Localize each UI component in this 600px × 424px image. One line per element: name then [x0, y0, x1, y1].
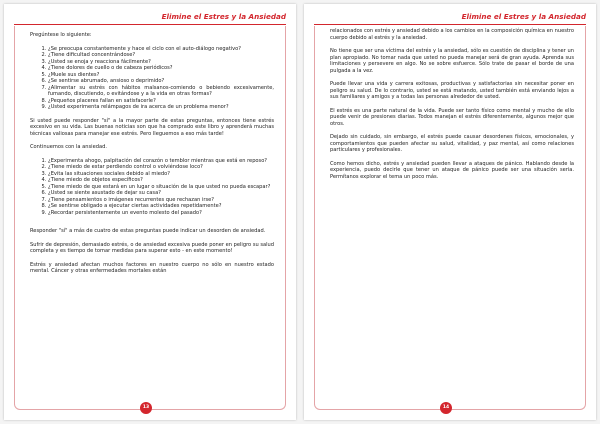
list-item: 1. ¿Se preocupa constantemente y hace el ciclo con el auto-diálogo negativo? [48, 46, 274, 53]
list-item: 9. ¿Usted experimenta relámpagos de ira acerca de un problema menor? [48, 104, 274, 111]
list-item: 1. ¿Experimenta ahogo, palpitación del corazón o temblor mientras que está en reposo? [48, 158, 274, 165]
paragraph: No tiene que ser una víctima del estrés y la ansiedad, sólo es cuestión de disciplina y tener un plan apropiado. No tomar nada que usted no pueda manejar será de gran ayuda. Aprenda sus limitaciones y persevere en algo. No se sobre esfuerce. Sólo trate de pasar el borde de una pulgada a la vez. [330, 48, 574, 74]
list-item: 2. ¿Tiene dificultad concentrándose? [48, 52, 274, 59]
list-item: 6. ¿Se sentirse abrumado, ansioso o deprimido? [48, 78, 274, 85]
paragraph: Si usted puede responder "sí" a la mayor parte de estas preguntas, entonces tiene estrés excesivo en su vida. Las buenas noticias son que ha comprado este libro y aprenderá muchas técnicas valiosas para manejar ese estrés. Pero lleguemos a eso más tarde! [30, 117, 274, 137]
list-item: 5. ¿Tiene miedo de que estará en un lugar o situación de la que usted no pueda escapar? [48, 184, 274, 191]
paragraph: Puede llevar una vida y carrera exitosas, productivas y satisfactorias sin necesitar poner en peligro su salud. De lo contrario, usted se está matando, usted también está enviando lejos a sus familiares y amigos y a todas las personas alrededor de usted. [330, 81, 574, 100]
page-number: 13 [140, 402, 152, 414]
intro-text: Pregúntese lo siguiente: [30, 32, 92, 38]
list-item: 8. ¿Pequeños placeres fallan en satisfacerle? [48, 98, 274, 105]
list-item: 2. ¿Tiene miedo de estar perdiendo control o volviéndose loco? [48, 164, 274, 171]
list-item: 8. ¿Se sentirse obligado a ejecutar ciertas actividades repetidamente? [48, 203, 274, 210]
header-title: Elimine el Estres y la Ansiedad [161, 12, 286, 21]
paragraph: Dejado sin cuidado, sin embargo, el estrés puede causar desordenes físicos, emocionales, y comportamientos que pueden afectar su salud, vitalidad, y paz mental, así como relaciones particulares y profesionales. [330, 134, 574, 153]
paragraph: Sufrir de depresión, demasiado estrés, o de ansiedad excesiva puede poner en peligro su salud completa y es tiempo de tomar medidas para superar esto - en este momento! [30, 241, 274, 254]
list-item: 5. ¿Muele sus dientes? [48, 72, 274, 79]
list-item: 6. ¿Usted se siente asustado de dejar su casa? [48, 190, 274, 197]
list-item: 7. ¿Alimentar su estrés con hábitos malsanos-comiendo o bebiendo excesivamente, fumando, discutiendo, o evitándose y a la vida en otras formas? [48, 85, 274, 98]
header-divider [14, 24, 286, 25]
paragraph: El estrés es una parte natural de la vida. Puede ser tanto físico como mental y mucho de ello puede venir de presiones diarias. Todos manejan el estrés diferentemente, algunos mejor que otros. [330, 107, 574, 127]
anxiety-question-list [30, 158, 274, 217]
paragraph: Como hemos dicho, estrés y ansiedad pueden llevar a ataques de pánico. Hablando desde la experiencia, puedo decirle que tener un ataque de pánico puede ser una situación seria. Permítanos explorar el tema un poco más. [330, 160, 574, 180]
list-item: 4. ¿Tiene miedo de objetos específicos? [48, 177, 274, 184]
page-content [30, 32, 274, 282]
list-item: 9. ¿Recordar persistentemente un evento molesto del pasado? [48, 210, 274, 217]
paragraph: Estrés y ansiedad afectan muchos factores en nuestro cuerpo no sólo en nuestro estado mental. Cáncer y otras enfermedades mortales están [30, 261, 274, 274]
header-title: Elimine el Estres y la Ansiedad [461, 12, 586, 21]
list-item: 3. ¿Evita las situaciones sociales debido al miedo? [48, 171, 274, 178]
header-divider [314, 24, 586, 25]
paragraph: relacionados con estrés y ansiedad debido a los cambios en la composición química en nuestro cuerpo debido al estrés y la ansiedad. [330, 28, 574, 41]
left-page [4, 4, 296, 420]
paragraph: Continuemos con la ansiedad. [30, 144, 107, 150]
list-item: 3. ¿Usted se enoja y reacciona fácilmente? [48, 59, 274, 66]
right-page [304, 4, 596, 420]
list-item: 7. ¿Tiene pensamientos o imágenes recurrentes que rechazan irse? [48, 197, 274, 204]
paragraph: Responder "sí" a más de cuatro de estas preguntas puede indicar un desorden de ansiedad. [30, 228, 266, 234]
list-item: 4. ¿Tiene dolores de cuello o de cabeza periódicos? [48, 65, 274, 72]
page-number: 14 [440, 402, 452, 414]
page-content [330, 28, 574, 187]
stress-question-list [30, 46, 274, 111]
